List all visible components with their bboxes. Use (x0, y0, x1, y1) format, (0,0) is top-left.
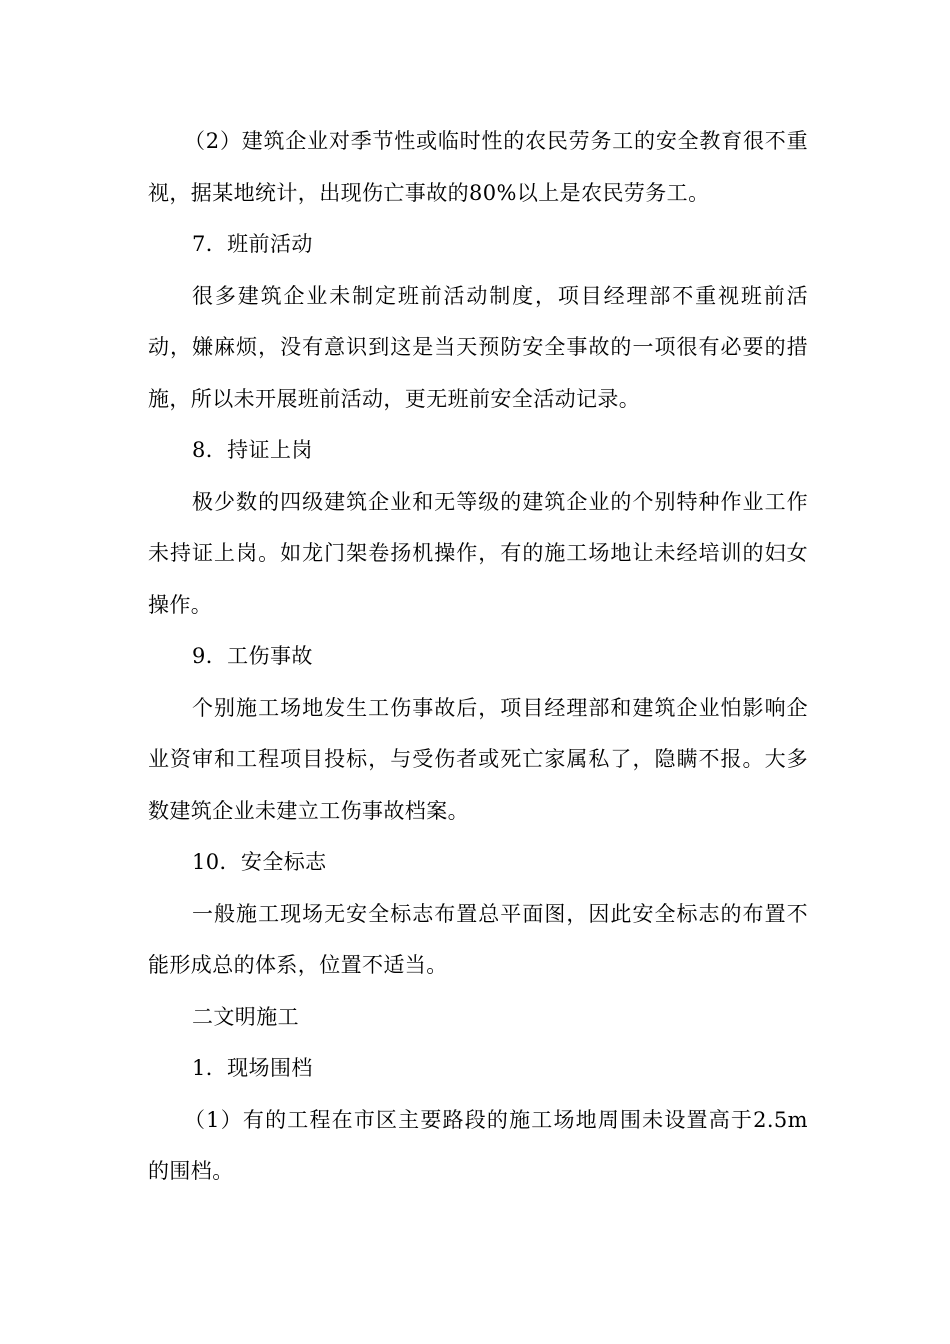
paragraph-certified-posts: 极少数的四级建筑企业和无等级的建筑企业的个别特种作业工作未持证上岗。如龙门架卷扬机操作，有的施工场地让未经培训的妇女操作。 (148, 489, 808, 617)
heading-certified-posts: 8．持证上岗 (192, 438, 313, 462)
heading-site-enclosure: 1．现场围档 (192, 1056, 313, 1080)
document-body (148, 116, 808, 1198)
paragraph-farmworker-safety-education: （2）建筑企业对季节性或临时性的农民劳务工的安全教育很不重视，据某地统计，出现伤亡事故的80%以上是农民劳务工。 (148, 129, 808, 205)
heading-safety-signs: 10．安全标志 (192, 850, 327, 874)
heading-civilized-construction: 二文明施工 (192, 1004, 299, 1029)
paragraph-site-enclosure: （1）有的工程在市区主要路段的施工场地周围未设置高于2.5m的围档。 (148, 1107, 808, 1183)
heading-work-injury: 9．工伤事故 (192, 644, 313, 668)
paragraph-work-injury: 个别施工场地发生工伤事故后，项目经理部和建筑企业怕影响企业资审和工程项目投标，与受伤者或死亡家属私了，隐瞒不报。大多数建筑企业未建立工伤事故档案。 (148, 695, 808, 823)
paragraph-safety-signs: 一般施工现场无安全标志布置总平面图，因此安全标志的布置不能形成总的体系，位置不适当。 (148, 901, 808, 977)
paragraph-pre-shift-activities: 很多建筑企业未制定班前活动制度，项目经理部不重视班前活动，嫌麻烦，没有意识到这是当天预防安全事故的一项很有必要的措施，所以未开展班前活动，更无班前安全活动记录。 (148, 283, 808, 411)
heading-pre-shift-activities: 7．班前活动 (192, 232, 313, 256)
